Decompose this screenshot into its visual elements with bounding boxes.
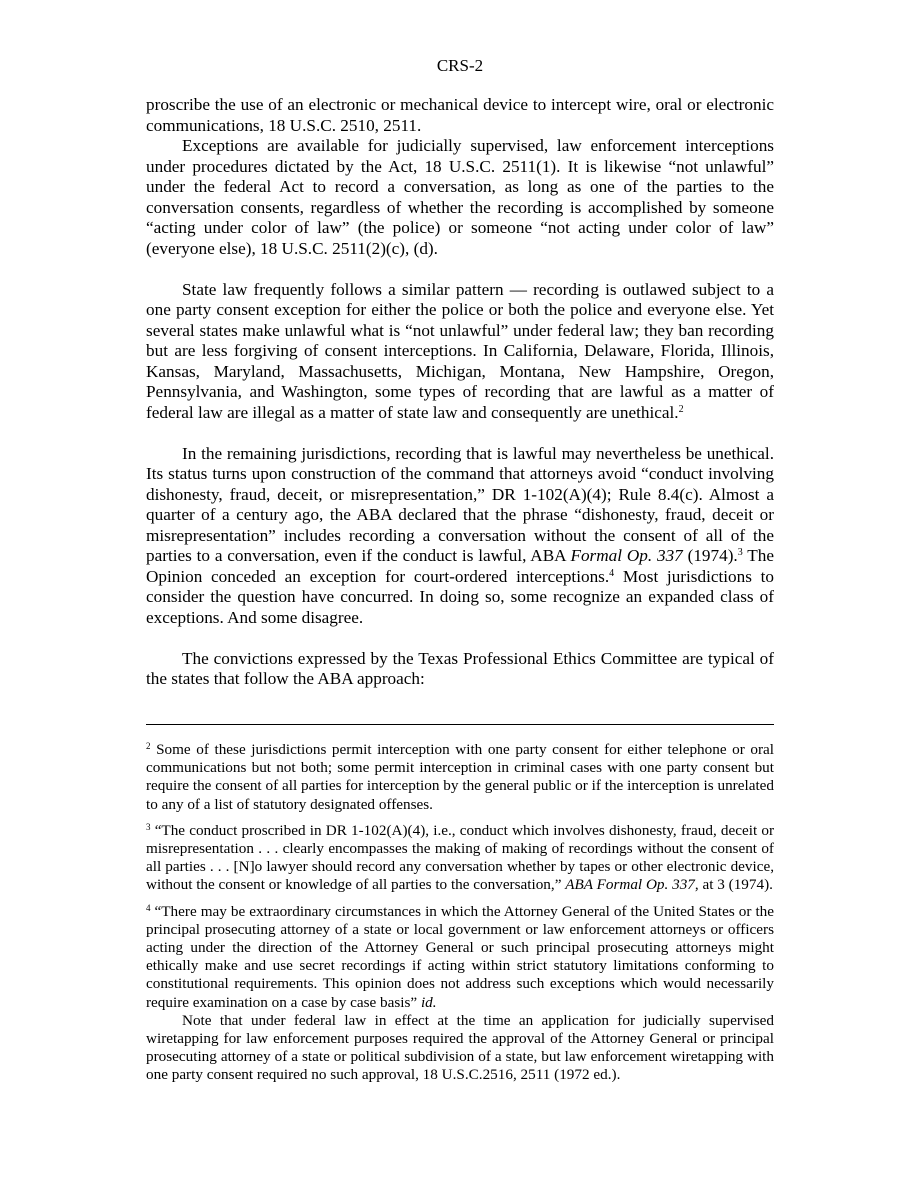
body-text bbox=[146, 95, 774, 690]
paragraph-4-citation: Formal Op. 337 bbox=[570, 546, 683, 565]
footnote-4 bbox=[146, 903, 774, 1012]
footnotes bbox=[146, 741, 774, 1085]
paragraph-5: The convictions expressed by the Texas Professional Ethics Committee are typical of the states that follow the ABA approach: bbox=[146, 648, 774, 688]
paragraph-4-text-b: (1974). bbox=[682, 546, 738, 565]
footnote-3-text: “The conduct proscribed in DR 1-102(A)(4), i.e., conduct which involves dishonesty, fraud, deceit or misrepresentation . . . clearly encompasses the making of making of recordings without the consent of all parties . . . [N]o lawyer should record any conversation whether by tapes or other electronic device, without the consent or knowledge of all parties to the conversation,” bbox=[146, 821, 775, 894]
footnote-separator bbox=[146, 724, 774, 725]
footnote-2-text: Some of these jurisdictions permit interception with one party consent for either telephone or oral communications but not both; some permit interception in criminal cases with one party consent but require the consent of all parties for interception by the general public or if the interception is unrelated to any of a list of statutory designated offenses. bbox=[146, 741, 774, 813]
footnote-number-2: 2 bbox=[146, 741, 151, 751]
paragraph-3 bbox=[146, 280, 774, 424]
footnote-number-3: 3 bbox=[146, 821, 151, 832]
paragraph-3-text: State law frequently follows a similar pattern — recording is outlawed subject to a one party consent exception for either the police or both the police and everyone else. Yet several states make unlawful what is “not unlawful” under federal law; they ban recording but are less forgiving of consent interceptions. In California, Delaware, Florida, Illinois, Kansas, Maryland, Massachusetts, Michigan, Montana, New Hampshire, Oregon, Pennsylvania, and Washington, some types of recording that are lawful as a matter of federal law are illegal as a matter of state law and consequently are unethical. bbox=[146, 279, 774, 422]
footnote-3-tail: , at 3 (1974). bbox=[694, 876, 773, 894]
footnote-2 bbox=[146, 741, 774, 814]
footnote-ref-3[interactable]: 3 bbox=[737, 547, 743, 558]
footnote-number-4: 4 bbox=[146, 902, 151, 913]
page-header: CRS-2 bbox=[436, 56, 484, 75]
paragraph-4-text-d: Most jurisdictions to consider the question have concurred. In doing so, some recognize an expanded class of exceptions. And some disagree. bbox=[146, 566, 774, 627]
footnote-4-citation: id. bbox=[420, 993, 437, 1011]
footnote-3-citation: ABA Formal Op. 337 bbox=[565, 876, 695, 894]
paragraph-4-text-a: In the remaining jurisdictions, recording that is lawful may nevertheless be unethical. Its status turns upon construction of the command that attorneys avoid “conduct involving dishonesty, fraud, deceit, or misrepresentation,” DR 1-102(A)(4); Rule 8.4(c). Almost a quarter of a century ago, the ABA declared that the phrase “dishonesty, fraud, deceit or misrepresentation” includes recording a conversation without the consent of all of the parties to a conversation, even if the conduct is lawful, ABA bbox=[146, 443, 774, 565]
footnote-3 bbox=[146, 822, 774, 895]
footnote-4-text: “There may be extraordinary circumstances in which the Attorney General of the United States or the principal prosecuting attorney of a state or local government or law enforcement attorneys or officers acting under the direction of the Attorney General or such principal prosecuting attorneys might ethically make and use secret recordings if acting within strict statutory limitations conforming to constitutional requirements. This opinion does not address such exceptions which would necessarily require examination on a case by case basis” bbox=[146, 902, 775, 1011]
footnote-ref-4[interactable]: 4 bbox=[609, 567, 615, 579]
paragraph-4 bbox=[146, 444, 774, 629]
footnote-ref-2[interactable]: 2 bbox=[678, 403, 684, 415]
paragraph-2: Exceptions are available for judicially supervised, law enforcement interceptions under procedures dictated by the Act, 18 U.S.C. 2511(1). It is likewise “not unlawful” under the federal Act to record a conversation, as long as one of the parties to the conversation consents, regardless of whether the recording is accomplished by someone “acting under color of law” (the police) or someone “not acting under color of law” (everyone else), 18 U.S.C. 2511(2)(c), (d). bbox=[146, 136, 774, 258]
paragraph-4-text-c: The Opinion conceded an exception for court-ordered interceptions. bbox=[146, 546, 774, 586]
footnote-4-continuation: Note that under federal law in effect at the time an application for judicially supervised wiretapping for law enforcement purposes required the approval of the Attorney General or principal prosecuting attorney of a state or political subdivision of a state, but law enforcement wiretapping with one party consent required no such approval, 18 U.S.C.2516, 2511 (1972 ed.). bbox=[146, 1011, 774, 1084]
paragraph-1: proscribe the use of an electronic or mechanical device to intercept wire, oral or electronic communications, 18 U.S.C. 2510, 2511. bbox=[146, 95, 774, 135]
